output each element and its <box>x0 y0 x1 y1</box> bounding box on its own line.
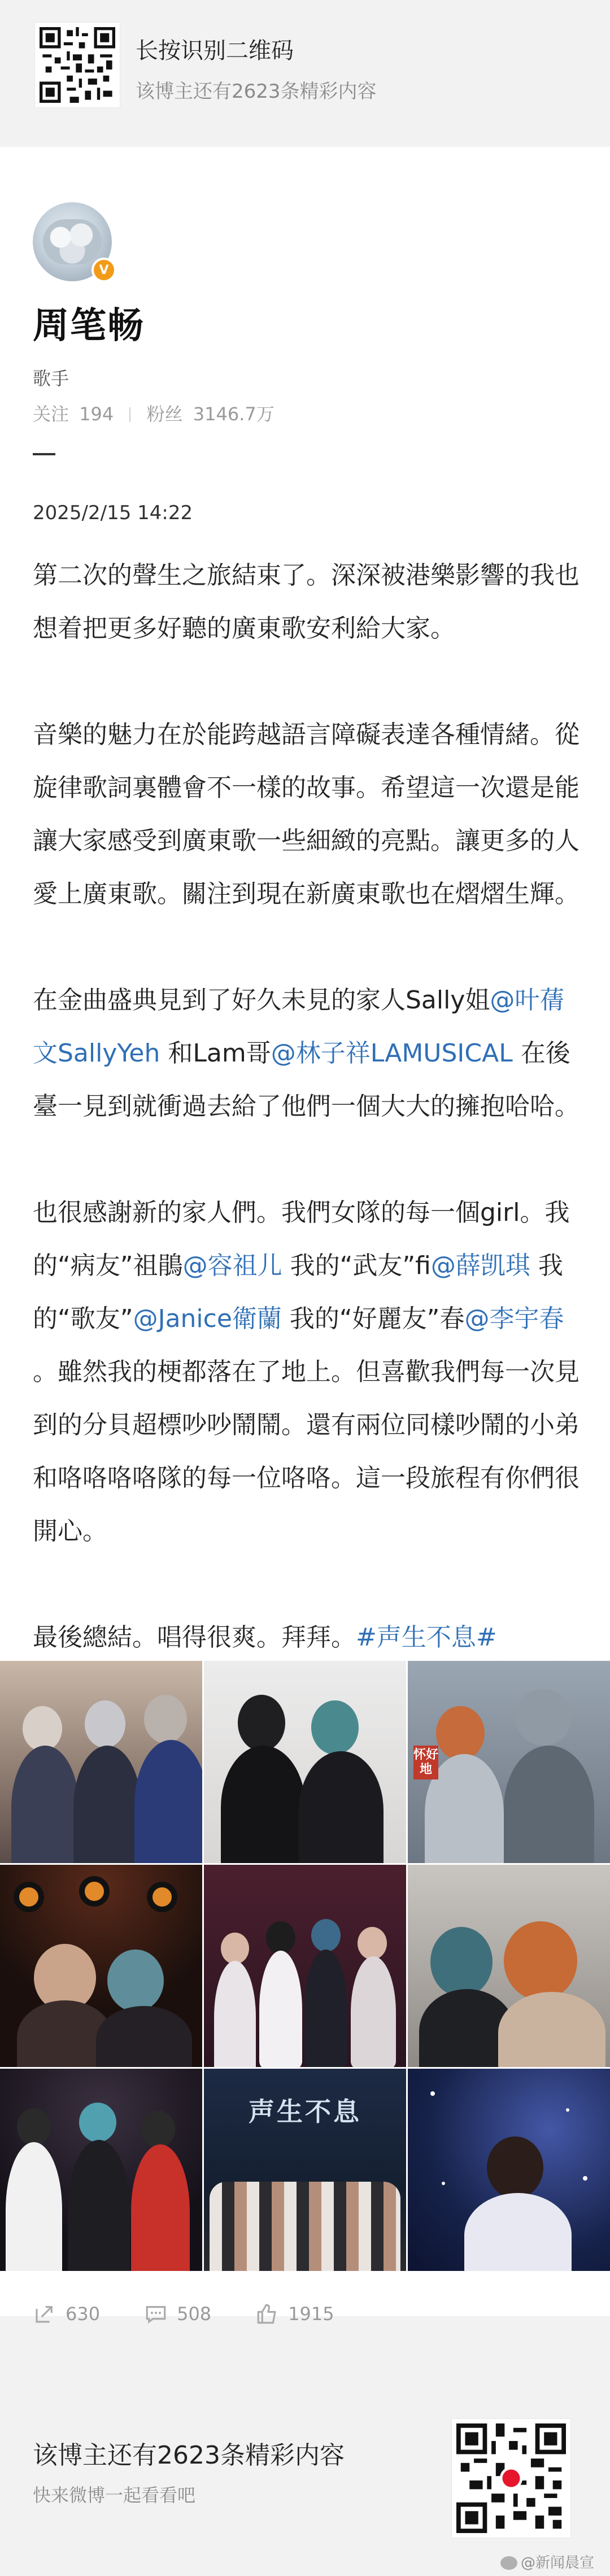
paragraph-gap <box>33 921 580 974</box>
paragraph-gap <box>33 1133 580 1186</box>
comment-count: 508 <box>177 2303 212 2325</box>
following-count: 194 <box>79 403 114 425</box>
post-paragraph <box>33 1611 580 1664</box>
post-text: 也很感謝新的家人們。我們女隊的每一個girl。我的“病友”祖鵑 <box>33 1198 570 1280</box>
post-text: 在後臺一見到就衝過去給了他們一個大大的擁抱哈哈。 <box>33 1039 580 1121</box>
post-date: 2025/2/15 14:22 <box>33 502 193 524</box>
post-text: 我的“好麗友”春 <box>281 1304 465 1333</box>
stats-divider <box>129 407 130 422</box>
photo-grid <box>0 1661 610 2271</box>
qr-code-top[interactable] <box>35 23 120 107</box>
qr-code-icon <box>456 2423 566 2533</box>
photo-6[interactable] <box>408 1865 610 2067</box>
photo-2[interactable] <box>204 1661 406 1863</box>
profile-name[interactable]: 周笔畅 <box>33 305 145 347</box>
mention-link[interactable]: @林子祥LAMUSICAL <box>271 1039 513 1068</box>
post-text: 我的“歌友” <box>33 1251 563 1333</box>
post-paragraph <box>33 708 580 921</box>
following-label: 关注 <box>33 403 69 425</box>
photo-4[interactable] <box>0 1865 202 2067</box>
photo-1[interactable] <box>0 1661 202 1863</box>
verified-badge-icon: V <box>91 258 116 282</box>
followers-label: 粉丝 <box>146 403 183 425</box>
mention-link[interactable]: @Janice衛蘭 <box>133 1304 282 1333</box>
post-body <box>33 549 580 1664</box>
photo-5[interactable] <box>204 1865 406 2067</box>
top-qr-banner <box>0 0 610 124</box>
paragraph-gap <box>33 655 580 708</box>
post-paragraph <box>33 549 580 655</box>
post-text: 最後總結。唱得很爽。拜拜。 <box>33 1623 356 1652</box>
post-text: 第二次的聲生之旅結束了。深深被港樂影響的我也想着把更多好聽的廣東歌安利給大家。 <box>33 561 580 643</box>
avatar-flowers <box>43 219 102 264</box>
qr-code-bottom[interactable] <box>452 2419 570 2538</box>
post-text: 音樂的魅力在於能跨越語言障礙表達各種情緒。從旋律歌詞裏體會不一樣的故事。希望這一次還是能讓大家感受到廣東歌一些細緻的亮點。讓更多的人愛上廣東歌。關注到現在新廣東歌也在熠熠生輝。 <box>33 720 580 908</box>
mention-link[interactable]: @李宇春 <box>464 1304 564 1333</box>
share-icon <box>33 2302 56 2326</box>
share-button[interactable] <box>33 2302 100 2326</box>
hashtag-link[interactable]: #声生不息# <box>356 1623 497 1652</box>
post-paragraph <box>33 974 580 1133</box>
photo-9[interactable] <box>408 2069 610 2271</box>
footer-title: 该博主还有2623条精彩内容 <box>33 2441 345 2470</box>
qr-code-icon <box>40 27 115 103</box>
thumbs-up-icon <box>255 2302 279 2326</box>
footer-banner <box>0 2350 610 2576</box>
share-count: 630 <box>66 2303 101 2325</box>
mention-link[interactable]: @薛凯琪 <box>430 1251 530 1280</box>
photo-7[interactable] <box>0 2069 202 2271</box>
banner-title: 长按识别二维码 <box>136 38 294 64</box>
weibo-logo-icon <box>500 2556 517 2570</box>
photo-8[interactable] <box>204 2069 406 2271</box>
photo-3-sign: 怀好地 <box>413 1746 438 1779</box>
watermark-text: @新闻晨宣 <box>520 2555 594 2571</box>
post-text: 。雖然我的梗都落在了地上。但喜歡我們每一次見到的分貝超標吵吵鬧鬧。還有兩位同樣吵鬧的小弟和咯咯咯咯隊的每一位咯咯。這一段旅程有你們很開心。 <box>33 1357 580 1546</box>
post-text: 和Lam哥 <box>160 1039 271 1068</box>
post-text: 在金曲盛典見到了好久未見的家人Sally姐 <box>33 986 490 1015</box>
post-text: 我的“武友”fi <box>282 1251 431 1280</box>
footer-subtitle: 快来微博一起看看吧 <box>33 2484 196 2506</box>
comment-button[interactable] <box>144 2302 211 2326</box>
post-card <box>0 147 610 2325</box>
like-button[interactable] <box>255 2302 334 2326</box>
comment-icon <box>144 2302 168 2326</box>
mention-link[interactable]: @叶蒨文SallyYeh <box>33 986 565 1068</box>
watermark <box>500 2551 594 2572</box>
profile-bio: 歌手 <box>33 368 69 389</box>
post-paragraph <box>33 1186 580 1558</box>
mention-link[interactable]: @容祖儿 <box>182 1251 282 1280</box>
photo-3[interactable] <box>408 1661 610 1863</box>
photo-8-show-title: 声生不息 <box>249 2096 361 2127</box>
action-bar <box>33 2297 378 2331</box>
followers-count: 3146.7万 <box>193 403 274 425</box>
like-count: 1915 <box>288 2303 334 2325</box>
profile-stats <box>33 400 274 426</box>
section-divider <box>33 453 55 455</box>
banner-subtitle: 该博主还有2623条精彩内容 <box>136 80 377 103</box>
paragraph-gap <box>33 1558 580 1611</box>
